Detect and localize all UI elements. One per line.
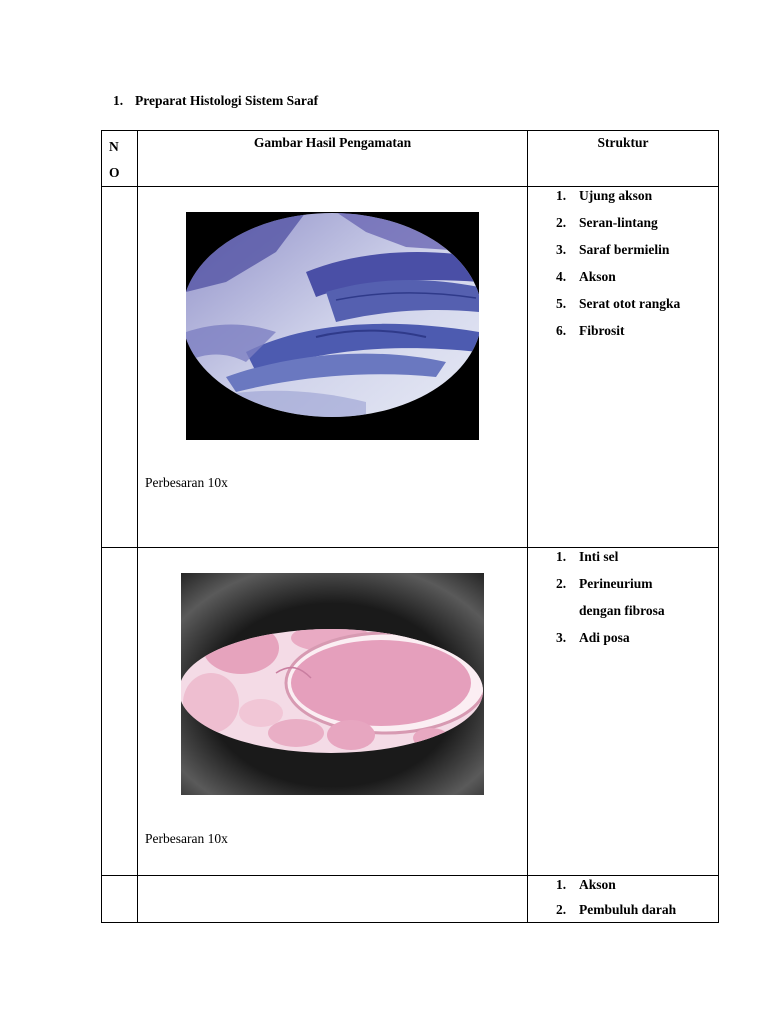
header-structure-label: Struktur xyxy=(597,135,649,150)
micrograph-nerve-fibers-icon xyxy=(186,212,479,440)
table-header-row xyxy=(102,131,719,187)
magnification-caption: Perbesaran 10x xyxy=(145,475,228,490)
structure-cell xyxy=(528,187,719,548)
image-cell xyxy=(138,876,528,923)
list-item: 6. Fibrosit xyxy=(556,323,625,338)
observation-table xyxy=(101,130,719,923)
list-item: 3. Saraf bermielin xyxy=(556,242,670,257)
table-row xyxy=(102,187,719,548)
image-cell xyxy=(138,187,528,548)
list-item: 2. Perineurium xyxy=(556,576,653,591)
list-item: 1. Inti sel xyxy=(556,549,619,564)
micrograph-nerve-cross-section-icon xyxy=(181,573,484,795)
section-title: Preparat Histologi Sistem Saraf xyxy=(135,93,319,108)
table-row xyxy=(102,548,719,876)
header-no-line1: N xyxy=(109,139,119,154)
structure-list xyxy=(528,871,718,922)
list-item: 1. Akson xyxy=(556,877,616,892)
list-item: 4. Akson xyxy=(556,269,616,284)
image-cell xyxy=(138,548,528,876)
header-no-line2: O xyxy=(109,165,120,180)
structure-list xyxy=(528,543,718,651)
structure-list xyxy=(528,182,718,344)
header-structure xyxy=(528,131,719,187)
list-item: 3. Adi posa xyxy=(556,630,630,645)
section-number: 1. xyxy=(113,93,124,108)
list-item: 2. Pembuluh darah xyxy=(556,902,677,917)
table-row xyxy=(102,876,719,923)
list-item: 2. Seran-lintang xyxy=(556,215,658,230)
micrograph-image-2 xyxy=(181,573,484,800)
structure-cell xyxy=(528,876,719,923)
header-image xyxy=(138,131,528,187)
section-heading xyxy=(113,93,318,109)
list-item: 1. Ujung akson xyxy=(556,188,653,203)
list-item: dengan fibrosa xyxy=(579,603,665,618)
list-item: 5. Serat otot rangka xyxy=(556,296,681,311)
magnification-caption: Perbesaran 10x xyxy=(145,831,228,846)
row-number-cell xyxy=(102,548,138,876)
header-image-label: Gambar Hasil Pengamatan xyxy=(253,135,412,150)
structure-cell xyxy=(528,548,719,876)
header-no xyxy=(102,131,138,187)
micrograph-image-1 xyxy=(186,212,479,445)
row-number-cell xyxy=(102,876,138,923)
row-number-cell xyxy=(102,187,138,548)
